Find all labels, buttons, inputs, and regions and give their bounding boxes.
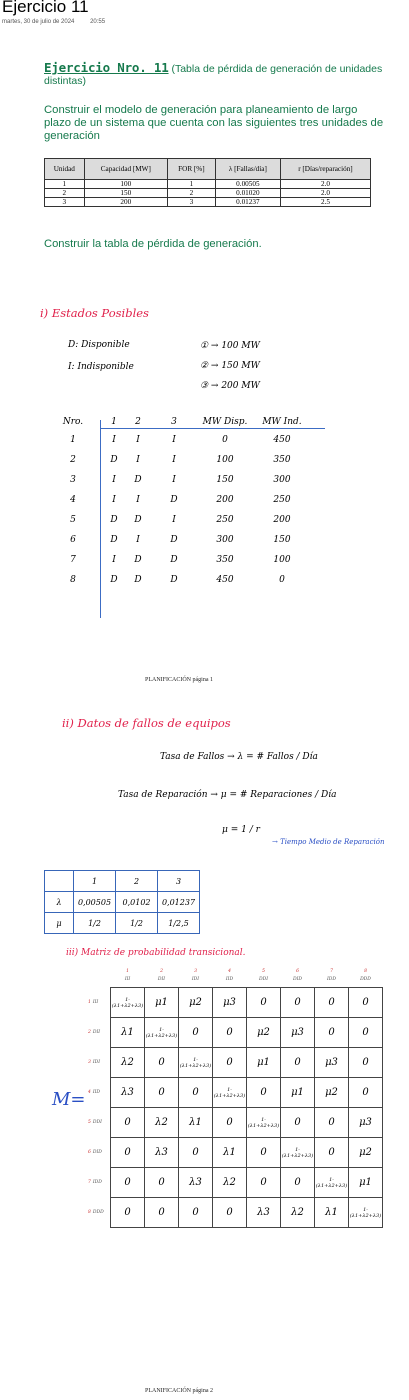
matrix-row-label	[88, 1138, 111, 1168]
table-cell: 0.01020	[215, 189, 280, 198]
table-row	[45, 180, 371, 189]
table-row	[44, 490, 312, 510]
table-cell: 250	[216, 515, 234, 525]
units-header-cell: Capacidad [MW]	[84, 159, 167, 180]
exercise-description: Construir el modelo de generación para planeamiento de largo plazo de un sistema que cuenta con las siguientes tres unidades de generación	[44, 104, 384, 142]
formula-mu: μ = 1 / r	[222, 825, 260, 835]
matrix-cell: λ2	[145, 1108, 179, 1138]
table-cell: 2	[168, 189, 216, 198]
matrix-cell: λ3	[145, 1138, 179, 1168]
table-cell: 5	[70, 515, 76, 525]
table-row	[45, 892, 200, 913]
table-cell: 100	[84, 180, 167, 189]
matrix-cell: 0	[111, 1138, 145, 1168]
row-code: IID	[92, 1090, 101, 1095]
table-cell: 2.5	[280, 198, 370, 207]
table-cell: 0	[222, 435, 228, 445]
matrix-row-label	[88, 1018, 111, 1048]
table-cell: 200	[273, 515, 291, 525]
table-cell: D	[170, 535, 178, 545]
rates-table	[44, 870, 200, 934]
table-cell: 350	[273, 455, 291, 465]
row-number: 1	[88, 1000, 91, 1005]
matrix-col-header	[179, 965, 213, 988]
page-meta	[2, 19, 119, 25]
matrix-col-header	[315, 965, 349, 988]
table-row	[45, 198, 371, 207]
table-row	[44, 530, 312, 550]
table-cell: 450	[216, 575, 234, 585]
row-code: III	[92, 1000, 99, 1005]
matrix-cell: 0	[247, 1138, 281, 1168]
matrix-cell: 0	[247, 1168, 281, 1198]
matrix-cell: 0	[213, 1198, 247, 1228]
matrix-cell: 0	[111, 1108, 145, 1138]
matrix-row	[88, 1168, 383, 1198]
col-code: DID	[293, 977, 302, 982]
table-row	[44, 430, 312, 450]
matrix-cell: 1-(λ1+λ2+λ3)	[213, 1078, 247, 1108]
matrix-cell: 1-(λ1+λ2+λ3)	[281, 1138, 315, 1168]
matrix-cell: μ3	[281, 1018, 315, 1048]
legend-available: D: Disponible	[68, 340, 130, 350]
formula-note: → Tiempo Medio de Reparación	[272, 838, 385, 846]
table-cell: 0,0102	[116, 892, 158, 913]
matrix-row	[88, 1138, 383, 1168]
units-header-cell: r [Días/reparación]	[280, 159, 370, 180]
failures-title: ii) Datos de fallos de equipos	[62, 716, 231, 730]
matrix-cell: λ3	[247, 1198, 281, 1228]
table-cell: 2	[70, 455, 76, 465]
table-cell: 3	[45, 198, 85, 207]
matrix-header-row	[88, 965, 383, 988]
matrix-cell: 0	[349, 988, 383, 1018]
table-cell: I	[172, 435, 176, 445]
table-cell: D	[170, 575, 178, 585]
matrix-cell: 1-(λ1+λ2+λ3)	[349, 1198, 383, 1228]
unit-capacity-3: ③ → 200 MW	[200, 381, 260, 391]
matrix-cell: μ3	[349, 1108, 383, 1138]
table-row	[44, 450, 312, 470]
row-number: 7	[88, 1180, 91, 1185]
table-cell: 200	[216, 495, 234, 505]
page-1-footer: PLANIFICACIÓN página 1	[145, 677, 213, 683]
table-cell: 1/2,5	[158, 913, 200, 934]
col-code: DDD	[360, 977, 371, 982]
col-number: 2	[160, 969, 163, 974]
row-number: 5	[88, 1120, 91, 1125]
table-row	[45, 913, 200, 934]
states-header-cell: Nro.	[62, 417, 84, 427]
units-header-cell: FOR [%]	[168, 159, 216, 180]
table-cell: D	[134, 475, 142, 485]
matrix-cell: 0	[247, 1078, 281, 1108]
table-cell: 300	[216, 535, 234, 545]
table-cell: I	[136, 455, 140, 465]
table-cell: I	[112, 495, 116, 505]
table-cell: D	[110, 515, 118, 525]
matrix-cell: λ1	[111, 1018, 145, 1048]
states-title: i) Estados Posibles	[40, 306, 149, 320]
matrix-cell: 0	[349, 1048, 383, 1078]
table-cell: 100	[273, 555, 291, 565]
matrix-row	[88, 1198, 383, 1228]
table-cell: 250	[273, 495, 291, 505]
matrix-cell: 0	[179, 1018, 213, 1048]
table-cell: 300	[273, 475, 291, 485]
unit-capacity-2: ② → 150 MW	[200, 361, 260, 371]
table-cell: 0,00505	[74, 892, 116, 913]
legend-unavailable: I: Indisponible	[68, 362, 134, 372]
matrix-cell: 0	[349, 1078, 383, 1108]
table-cell: 2	[45, 189, 85, 198]
exercise-footer: Construir la tabla de pérdida de generación.	[44, 238, 262, 250]
matrix-cell: 0	[145, 1198, 179, 1228]
table-cell: I	[136, 535, 140, 545]
matrix-row-label	[88, 1108, 111, 1138]
table-cell: D	[170, 555, 178, 565]
matrix-col-header	[145, 965, 179, 988]
matrix-cell: μ3	[213, 988, 247, 1018]
col-number: 6	[296, 969, 299, 974]
table-row	[44, 570, 312, 590]
table-cell: 100	[216, 455, 234, 465]
table-row	[44, 510, 312, 530]
table-cell: I	[112, 475, 116, 485]
page-time: 20:55	[90, 19, 106, 25]
matrix-cell: 0	[349, 1018, 383, 1048]
matrix-row-label	[88, 1198, 111, 1228]
matrix-cell: 1-(λ1+λ2+λ3)	[315, 1168, 349, 1198]
table-cell: 2	[116, 871, 158, 892]
table-cell: 2.0	[280, 180, 370, 189]
matrix-cell: λ2	[111, 1048, 145, 1078]
matrix-cell: μ2	[247, 1018, 281, 1048]
table-cell: I	[172, 475, 176, 485]
table-cell: 8	[70, 575, 76, 585]
row-number: 4	[88, 1090, 91, 1095]
table-cell: I	[136, 495, 140, 505]
matrix-cell: 0	[111, 1168, 145, 1198]
matrix-row-label	[88, 1078, 111, 1108]
matrix-cell: 0	[111, 1198, 145, 1228]
exercise-title	[44, 62, 384, 87]
matrix-row-label	[88, 1168, 111, 1198]
row-code: DII	[92, 1030, 101, 1035]
units-table-header	[45, 159, 371, 180]
states-header-cell: 2	[135, 417, 141, 427]
units-header-cell: λ [Fallas/día]	[215, 159, 280, 180]
table-row	[45, 871, 200, 892]
table-cell: 150	[84, 189, 167, 198]
matrix-cell: μ1	[145, 988, 179, 1018]
row-code: DDD	[92, 1210, 104, 1215]
matrix-cell: μ1	[349, 1168, 383, 1198]
table-cell: 4	[70, 495, 76, 505]
matrix-cell: λ3	[179, 1168, 213, 1198]
matrix-col-header	[213, 965, 247, 988]
row-number: 3	[88, 1060, 91, 1065]
matrix-cell: μ2	[315, 1078, 349, 1108]
matrix-cell: 1-(λ1+λ2+λ3)	[145, 1018, 179, 1048]
row-number: 2	[88, 1030, 91, 1035]
states-header-cell: MW Ind.	[262, 417, 302, 427]
formula-repair-rate: Tasa de Reparación → μ = # Reparaciones / Día	[118, 790, 337, 800]
matrix-cell: λ2	[213, 1168, 247, 1198]
table-cell: I	[112, 555, 116, 565]
table-cell: 0.00505	[215, 180, 280, 189]
table-cell	[45, 871, 74, 892]
col-code: IID	[225, 977, 234, 982]
table-cell: 3	[168, 198, 216, 207]
matrix-cell: 0	[179, 1138, 213, 1168]
matrix-cell: μ1	[247, 1048, 281, 1078]
table-cell: I	[136, 435, 140, 445]
matrix-col-header	[247, 965, 281, 988]
states-header-cell: MW Disp.	[202, 417, 248, 427]
units-table	[44, 158, 371, 207]
col-number: 7	[330, 969, 333, 974]
matrix-cell: 1-(λ1+λ2+λ3)	[247, 1108, 281, 1138]
matrix-label: M=	[52, 1089, 86, 1110]
matrix-cell: 0	[179, 1198, 213, 1228]
transition-matrix	[88, 965, 383, 1228]
matrix-cell: 0	[281, 1108, 315, 1138]
table-cell: D	[110, 535, 118, 545]
matrix-cell: 0	[145, 1168, 179, 1198]
matrix-cell: λ2	[281, 1198, 315, 1228]
page-2-footer: PLANIFICACIÓN página 2	[145, 1388, 213, 1394]
matrix-cell: 0	[281, 988, 315, 1018]
matrix-row	[88, 1108, 383, 1138]
unit-capacity-1: ① → 100 MW	[200, 341, 260, 351]
exercise-title-bold: Ejercicio Nro. 11	[44, 60, 169, 75]
col-code: DII	[157, 977, 166, 982]
matrix-row	[88, 1078, 383, 1108]
table-cell: 200	[84, 198, 167, 207]
matrix-cell: λ1	[179, 1108, 213, 1138]
table-cell: 1	[74, 871, 116, 892]
matrix-cell: 0	[281, 1168, 315, 1198]
table-cell: 1/2	[116, 913, 158, 934]
states-table-header	[44, 400, 312, 430]
table-cell: 3	[70, 475, 76, 485]
table-cell: 350	[216, 555, 234, 565]
row-code: IDI	[92, 1060, 101, 1065]
table-cell: 0,01237	[158, 892, 200, 913]
matrix-cell: λ1	[213, 1138, 247, 1168]
table-cell: 450	[273, 435, 291, 445]
matrix-cell: 0	[213, 1108, 247, 1138]
table-cell: I	[172, 455, 176, 465]
matrix-cell: 0	[315, 1018, 349, 1048]
table-cell: λ	[45, 892, 74, 913]
col-code: IDD	[327, 977, 336, 982]
row-number: 6	[88, 1150, 91, 1155]
table-cell: 0	[279, 575, 285, 585]
matrix-cell: 0	[145, 1048, 179, 1078]
col-number: 1	[126, 969, 129, 974]
table-cell: 1	[45, 180, 85, 189]
row-number: 8	[88, 1210, 91, 1215]
matrix-cell: λ3	[111, 1078, 145, 1108]
table-cell: 6	[70, 535, 76, 545]
row-code: IDD	[92, 1180, 102, 1185]
table-row	[44, 470, 312, 490]
states-header-cell: 3	[171, 417, 177, 427]
matrix-cell: 0	[145, 1078, 179, 1108]
page-title: Ejercicio 11	[2, 0, 89, 16]
matrix-col-header	[281, 965, 315, 988]
problem-image	[40, 58, 383, 256]
states-header-cell: 1	[111, 417, 117, 427]
table-cell: D	[134, 515, 142, 525]
matrix-row	[88, 1048, 383, 1078]
table-cell: 2.0	[280, 189, 370, 198]
table-cell: D	[110, 455, 118, 465]
col-number: 5	[262, 969, 265, 974]
matrix-cell: 0	[213, 1048, 247, 1078]
table-cell: 150	[216, 475, 234, 485]
matrix-cell: 0	[315, 1108, 349, 1138]
matrix-col-header	[111, 965, 145, 988]
states-table	[44, 400, 312, 590]
exercise-title-rest: (Tabla de pérdida de generación de unidades distintas)	[44, 63, 383, 87]
table-cell: D	[134, 575, 142, 585]
matrix-cell: 0	[247, 988, 281, 1018]
col-number: 3	[194, 969, 197, 974]
matrix-title: iii) Matriz de probabilidad transicional.	[66, 948, 246, 958]
col-code: DDI	[259, 977, 268, 982]
matrix-corner	[88, 965, 111, 988]
units-header-cell: Unidad	[45, 159, 85, 180]
matrix-cell: 0	[213, 1018, 247, 1048]
table-cell: 0.01237	[215, 198, 280, 207]
matrix-cell: μ2	[349, 1138, 383, 1168]
matrix-cell: 0	[281, 1048, 315, 1078]
matrix-cell: 0	[315, 1138, 349, 1168]
formula-failure-rate: Tasa de Fallos → λ = # Fallos / Día	[160, 752, 318, 762]
matrix-col-header	[349, 965, 383, 988]
row-code: DID	[92, 1150, 102, 1155]
col-number: 4	[228, 969, 231, 974]
matrix-cell: μ1	[281, 1078, 315, 1108]
matrix-cell: 0	[179, 1078, 213, 1108]
matrix-row	[88, 1018, 383, 1048]
table-cell: 1	[168, 180, 216, 189]
row-code: DDI	[92, 1120, 102, 1125]
table-cell: 3	[158, 871, 200, 892]
page-date: martes, 30 de julio de 2024	[2, 19, 75, 25]
matrix-cell: 0	[315, 988, 349, 1018]
table-row	[45, 189, 371, 198]
table-cell: I	[112, 435, 116, 445]
table-row	[44, 550, 312, 570]
matrix-row	[88, 988, 383, 1018]
matrix-row-label	[88, 1048, 111, 1078]
col-number: 8	[364, 969, 367, 974]
col-code: IDI	[191, 977, 200, 982]
col-code: III	[124, 977, 131, 982]
table-cell: D	[170, 495, 178, 505]
table-cell: D	[110, 575, 118, 585]
table-cell: D	[134, 555, 142, 565]
matrix-row-label	[88, 988, 111, 1018]
matrix-cell: μ2	[179, 988, 213, 1018]
table-cell: 7	[70, 555, 76, 565]
matrix-cell: λ1	[315, 1198, 349, 1228]
table-cell: I	[172, 515, 176, 525]
table-cell: μ	[45, 913, 74, 934]
matrix-cell: 1-(λ1+λ2+λ3)	[111, 988, 145, 1018]
matrix-cell: μ3	[315, 1048, 349, 1078]
matrix-cell: 1-(λ1+λ2+λ3)	[179, 1048, 213, 1078]
table-cell: 1/2	[74, 913, 116, 934]
table-cell: 1	[70, 435, 76, 445]
table-cell: 150	[273, 535, 291, 545]
